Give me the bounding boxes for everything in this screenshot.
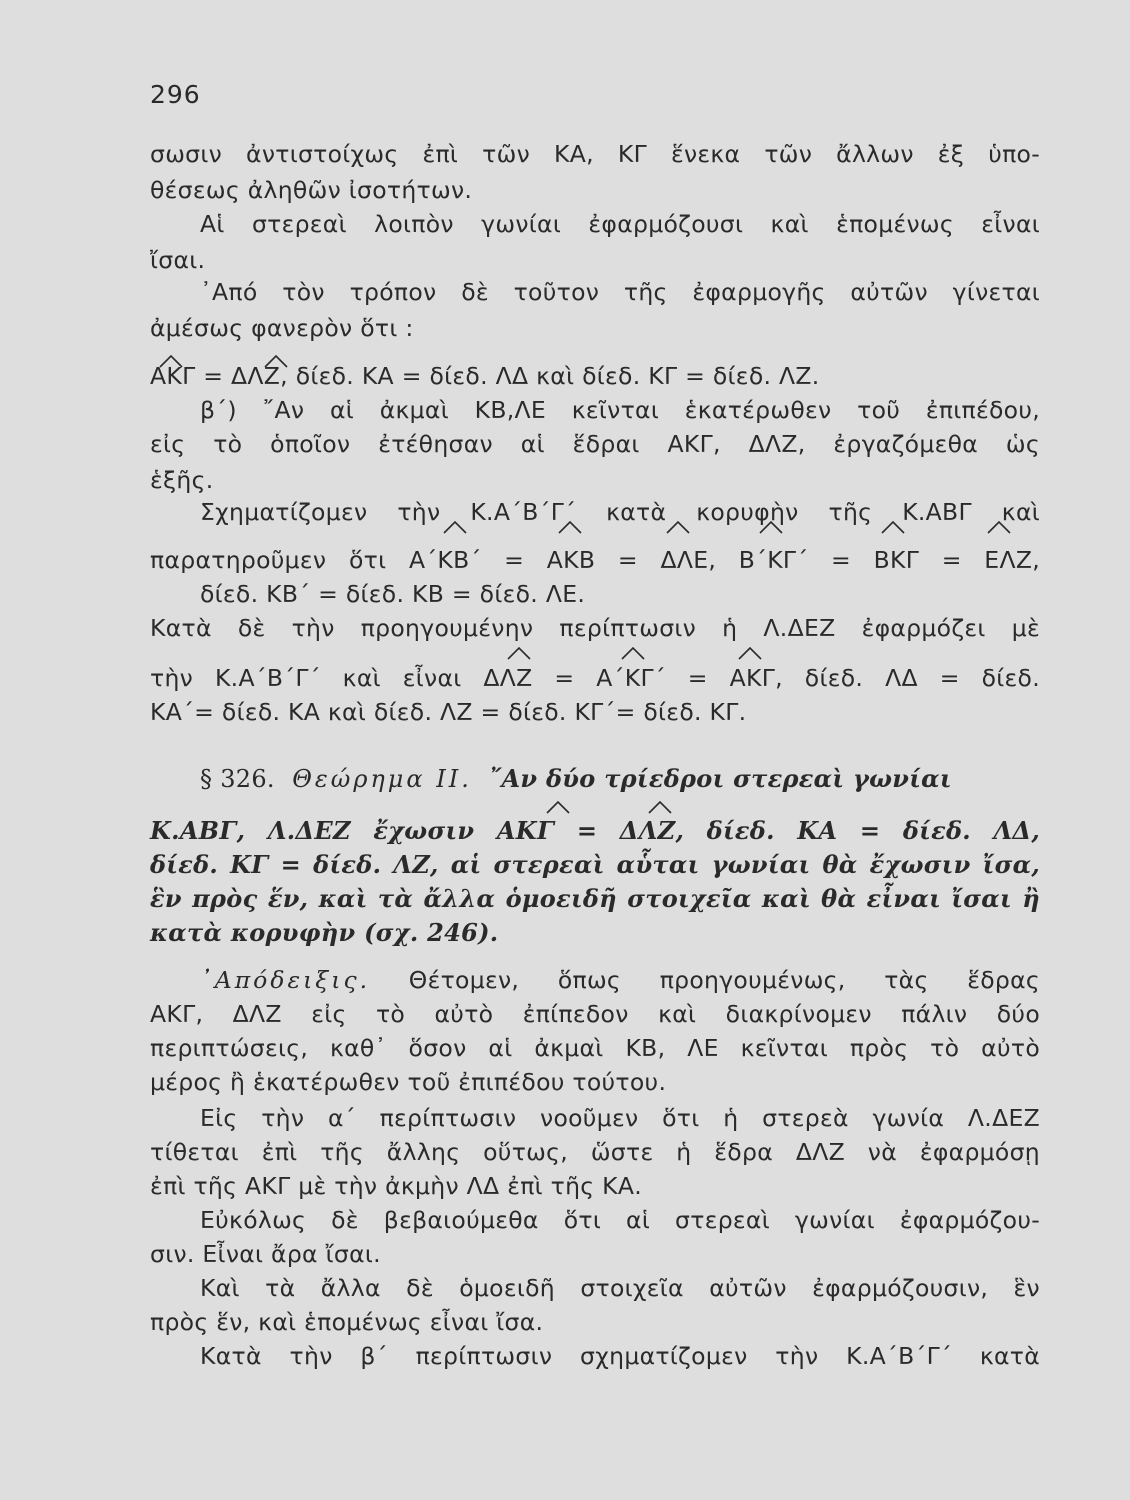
text-line: τὴν Κ.Α΄Β΄Γ΄ καὶ εἶναι ΔΛΖ = Α΄ΚΓ΄ = ΑΚΓ, δίεδ. ΛΔ = δίεδ. (150, 664, 1040, 692)
equation-line: ΑΚΓ = ΔΛΖ, δίεδ. ΚΑ = δίεδ. ΛΔ καὶ δίεδ. ΚΓ = δίεδ. ΛΖ. (150, 362, 820, 390)
text-line: Αἱ στερεαὶ λοιπὸν γωνίαι ἐφαρμόζουσι καὶ ἑπομένως εἶναι (200, 210, 1040, 238)
text-line: Κατὰ δὲ τὴν προηγουμένην περίπτωσιν ἡ Λ.ΔΕΖ ἐφαρμόζει μὲ (150, 614, 1040, 642)
text-line: πρὸς ἕν, καὶ ἑπομένως εἶναι ἴσα. (150, 1308, 544, 1336)
text-line: Σχηματίζομεν τὴν Κ.Α΄Β΄Γ΄ κατὰ κορυφὴν τῆς Κ.ΑΒΓ καὶ (200, 498, 1040, 526)
equation-line: παρατηροῦμεν ὅτι Α΄ΚΒ΄ = ΑΚΒ = ΔΛΕ, Β΄ΚΓ΄ = ΒΚΓ = ΕΛΖ, (150, 546, 1040, 574)
page-number: 296 (150, 80, 201, 109)
text-line: β΄) ῎Αν αἱ ἀκμαὶ ΚΒ,ΛΕ κεῖνται ἑκατέρωθεν τοῦ ἐπιπέδου, (200, 396, 1040, 424)
angle-arc-mark (758, 520, 784, 534)
text-line: ΚΑ΄= δίεδ. ΚΑ καὶ δίεδ. ΛΖ = δίεδ. ΚΓ΄= δίεδ. ΚΓ. (150, 698, 747, 726)
theorem-heading (200, 764, 952, 793)
text-line: εἰς τὸ ὁποῖον ἐτέθησαν αἱ ἕδραι ΑΚΓ, ΔΛΖ, ἐργαζόμεθα ὡς (150, 430, 1040, 458)
text-line: ᾿Από τὸν τρόπον δὲ τοῦτον τῆς ἐφαρμογῆς αὐτῶν γίνεται (200, 278, 1040, 306)
theorem-line: κατὰ κορυφὴν (σχ. 246). (150, 918, 499, 947)
text-line: τίθεται ἐπὶ τῆς ἄλλης οὕτως, ὥστε ἡ ἕδρα ΔΛΖ νὰ ἐφαρμόσῃ (150, 1138, 1040, 1166)
angle-arc-mark (986, 520, 1012, 534)
angle-arc-mark (665, 520, 691, 534)
text-line: σιν. Εἶναι ἄρα ἴσαι. (150, 1240, 381, 1268)
text-line: θέσεως ἀληθῶν ἰσοτήτων. (150, 176, 473, 204)
section-number: § 326. (200, 765, 275, 793)
angle-arc-mark (880, 520, 906, 534)
angle-arc-mark (620, 646, 646, 660)
proof-line (200, 966, 1040, 994)
text-line: ἐπὶ τῆς ΑΚΓ μὲ τὴν ἀκμὴν ΛΔ ἐπὶ τῆς ΚΑ. (150, 1172, 643, 1200)
angle-arc-mark (737, 646, 763, 660)
angle-arc-mark (158, 354, 184, 368)
proof-label: ᾿Απόδειξις. (200, 966, 371, 994)
angle-arc-mark (557, 520, 583, 534)
text-line: μέρος ἢ ἑκατέρωθεν τοῦ ἐπιπέδου τούτου. (150, 1068, 667, 1096)
theorem-label: Θεώρημα ΙΙ. (292, 765, 472, 793)
angle-arc-mark (263, 354, 289, 368)
text-line: Εὐκόλως δὲ βεβαιούμεθα ὅτι αἱ στερεαὶ γωνίαι ἐφαρμόζου- (200, 1206, 1040, 1234)
angle-arc-mark (506, 646, 532, 660)
text-line: σωσιν ἀντιστοίχως ἐπὶ τῶν ΚΑ, ΚΓ ἕνεκα τῶν ἄλλων ἐξ ὑπο- (150, 140, 1040, 168)
text-line: ἑξῆς. (150, 466, 214, 494)
equation-line: δίεδ. ΚΒ΄ = δίεδ. ΚΒ = δίεδ. ΛΕ. (200, 580, 586, 608)
text-line: Κατὰ τὴν β΄ περίπτωσιν σχηματίζομεν τὴν Κ.Α΄Β΄Γ΄ κατὰ (200, 1342, 1040, 1370)
text-line: Καὶ τὰ ἄλλα δὲ ὁμοειδῆ στοιχεῖα αὐτῶν ἐφαρμόζουσιν, ἓν (200, 1274, 1040, 1302)
text-line: ΑΚΓ, ΔΛΖ εἰς τὸ αὐτὸ ἐπίπεδον καὶ διακρίνομεν πάλιν δύο (150, 1000, 1040, 1028)
angle-arc-mark (442, 520, 468, 534)
angle-arc-mark (545, 800, 571, 814)
theorem-line: ἓν πρὸς ἕν, καὶ τὰ ἄλλα ὁμοειδῆ στοιχεῖα καὶ θὰ εἶναι ἴσαι ἢ (150, 884, 1040, 913)
theorem-statement-start: ῎Αν δύο τρίεδροι στερεαὶ γωνίαι (489, 764, 952, 793)
text-line: ἴσαι. (150, 246, 206, 274)
theorem-line: Κ.ΑΒΓ, Λ.ΔΕΖ ἔχωσιν ΑΚΓ = ΔΛΖ, δίεδ. ΚΑ = δίεδ. ΛΔ, (150, 816, 1040, 845)
proof-text: Θέτομεν, ὅπως προηγουμένως, τὰς ἕδρας (408, 966, 1040, 994)
text-line: Εἰς τὴν α΄ περίπτωσιν νοοῦμεν ὅτι ἡ στερεὰ γωνία Λ.ΔΕΖ (200, 1104, 1040, 1132)
theorem-line: δίεδ. ΚΓ = δίεδ. ΛΖ, αἱ στερεαὶ αὗται γωνίαι θὰ ἔχωσιν ἴσα, (150, 850, 1040, 879)
text-line: περιπτώσεις, καθ᾿ ὅσον αἱ ἀκμαὶ ΚΒ, ΛΕ κεῖνται πρὸς τὸ αὐτὸ (150, 1034, 1040, 1062)
angle-arc-mark (647, 800, 673, 814)
text-line: ἀμέσως φανερὸν ὅτι : (150, 314, 414, 342)
